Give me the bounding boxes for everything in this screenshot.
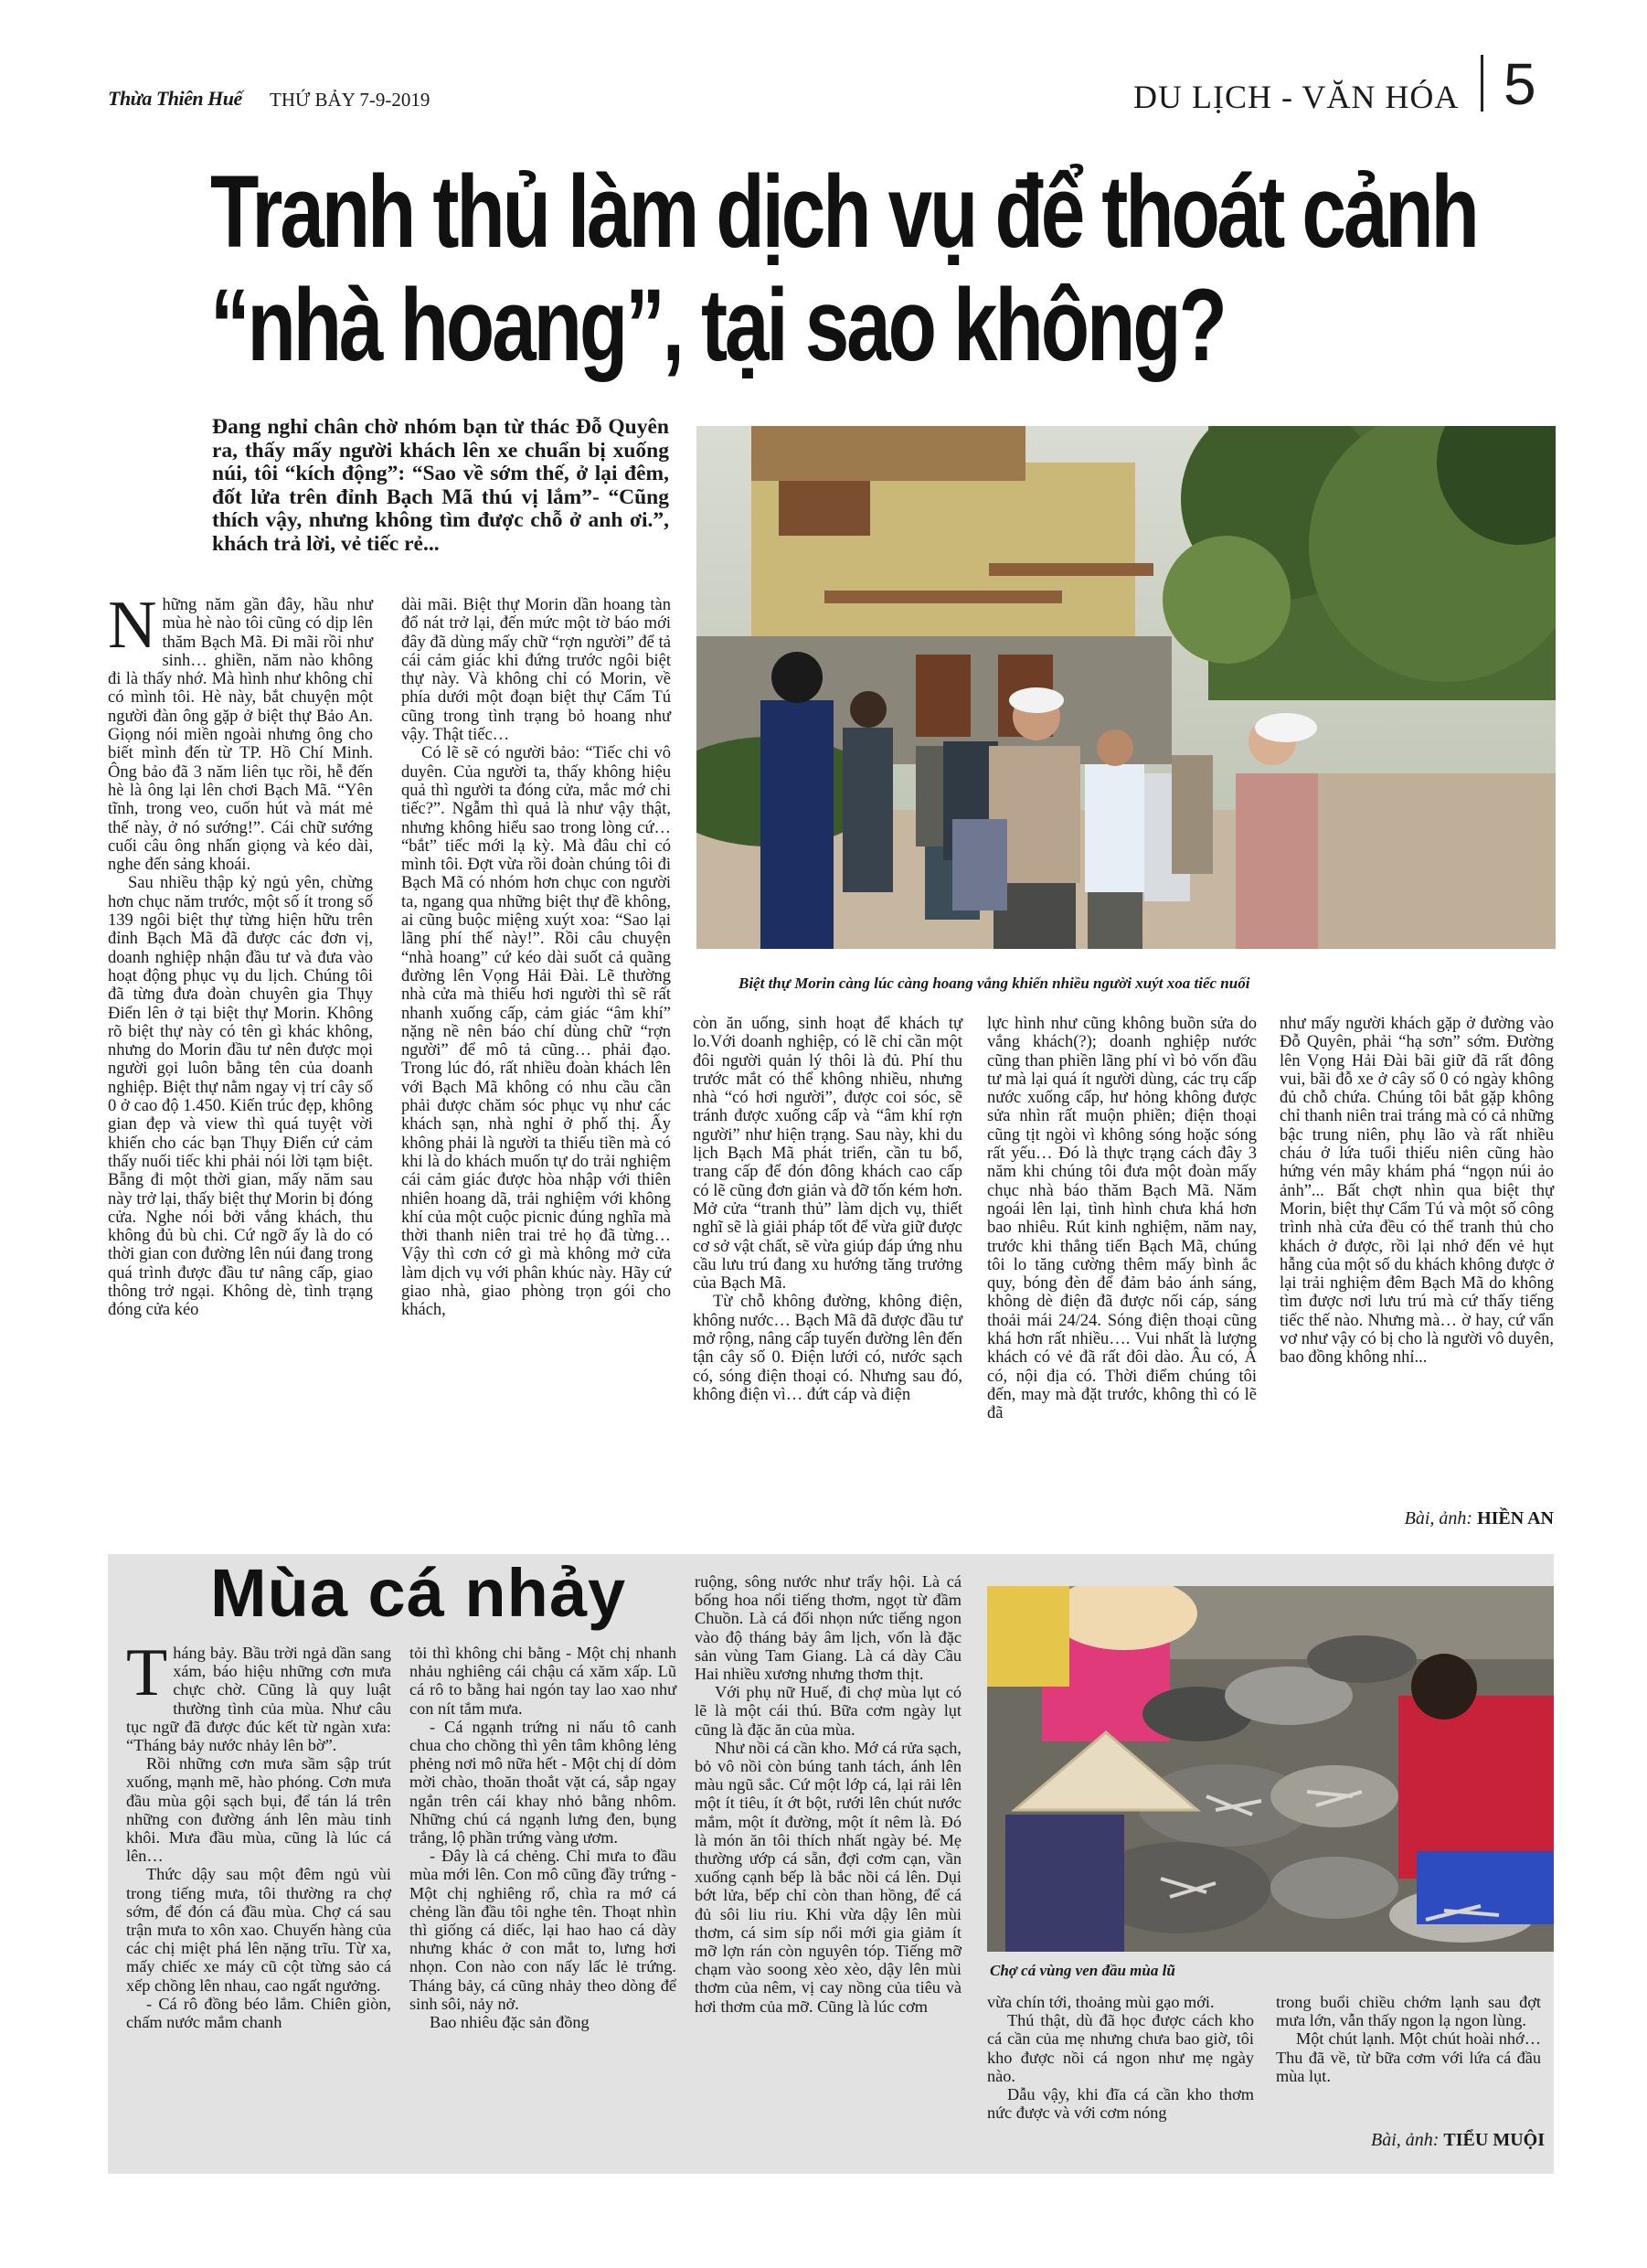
article2-column-3 xyxy=(695,1572,962,2016)
headline-line-1: Tranh thủ làm dịch vụ để thoát cảnh xyxy=(210,154,1477,269)
paragraph: - Cá ngạnh trứng ni nấu tô canh chua cho chồng thì yên tâm không lẻng phẻng nơi mô nữa hết - Một chị dí dỏm mời chào, thoăn thoắt vặt cá, sắp ngay ngắn trên cái khay nhỏ bằng nhôm. Những chú cá ngạnh lưng đen, bụng trắng, lộ phần trứng vàng ươm. xyxy=(409,1717,676,1847)
paragraph: như mấy người khách gặp ở đường vào Đỗ Quyên, phải “hạ sơn” sớm. Đường lên Vọng Hải Đài bãi giữ đã rất đông vui, bãi đỗ xe ở cây số 0 có ngày không đủ chỗ chứa. Chúng tôi bắt gặp không chỉ thanh niên trai tráng mà có cả những bậc trung niên, phụ lão và rất nhiều cháu ở lứa tuổi thiếu niên cũng hào hứng vén mây khám phá “ngọn núi ảo ảnh”... Bất chợt nhìn qua biệt thự Morin, biệt thự Cẩm Tú và một số công trình nhà cửa đều có thể tranh thủ cho khách ở được, rồi lại nhớ đến vẻ hụt hẫng của một số du khách không được ở lại trải nghiệm đêm Bạch Mã do không tìm được nơi lưu trú mà cứ thấy tiếng tiếc thế nào. Nhưng mà… ờ hay, cứ vẩn vơ như vậy có bị cho là người vô duyên, bao đồng không nhỉ... xyxy=(1280,1015,1554,1368)
byline xyxy=(1389,1508,1554,1529)
newspaper-name: Thừa Thiên Huế xyxy=(108,87,242,110)
paragraph: Như nồi cá cần kho. Mớ cá rửa sạch, bỏ vô nồi còn búng tanh tách, ánh lên màu ngũ sắc. Cứ một lớp cá, lại rải lên một ít tiêu, ít ớt bột, rưới lên chút nước mắm, một ít đường, một ít nêm là. Đó là món ăn tôi thích nhất ngày bé. Mẹ thường ướp cá sẵn, đợi cơm cạn, vần xuống cạnh bếp là bắc nồi cá lên. Dụi bớt lửa, bếp chỉ còn than hồng, để cá đủ sôi liu riu. Khi vừa dậy lên mùi thơm, cá sim síp nổi mới gia giảm ít mỡ lợn rán còn nguyên tóp. Tiếng mỡ chạm vào soong xèo xèo, dậy lên mùi thơm của nêm, vị cay nồng của tiêu và hơi thơm của mỡ. Cũng là lúc cơm xyxy=(695,1738,962,2016)
article1-column-2 xyxy=(401,596,671,1320)
drop-cap: T xyxy=(126,1635,168,1710)
fish-photo-caption: Chợ cá vùng ven đầu mùa lũ xyxy=(990,1962,1175,1979)
article1-column-5 xyxy=(1280,1015,1554,1368)
lead-paragraph: Đang nghỉ chân chờ nhóm bạn từ thác Đỗ Quyên ra, thấy mấy người khách lên xe chuẩn bị xuống núi, tôi “kích động”: “Sao về sớm thế, ở lại đêm, đốt lửa trên đỉnh Bạch Mã thú vị lắm”- “Cũng thích vậy, nhưng không tìm được chỗ ở anh ơi.”, khách trả lời, vẻ tiếc rẻ... xyxy=(212,415,669,556)
paragraph: tỏi thì không chi bằng - Một chị nhanh nhảu nghiêng cái chậu cá xăm xấp. Lũ cá rô to bằng hai ngón tay lao xao như con nít tắm mưa. xyxy=(409,1644,676,1718)
paragraph: Một chút lạnh. Một chút hoài nhớ…Thu đã về, từ bữa cơm với lứa cá đầu mùa lụt. xyxy=(1276,2029,1541,2085)
paragraph: lực hình như cũng không buồn sửa do vắng khách(?); doanh nghiệp nước cũng than phiền lãng phí vì bỏ vốn đầu tư mà lại quá ít người dùng, các trụ cấp nước xuống cấp, hư hỏng không được sửa nhìn rất muộn phiền; điện thoại cũng tịt ngòi vì không sóng hoặc sóng rất yếu… Đó là thực trạng cách đây 3 năm khi chúng tôi đưa một đoàn mấy chục nhà báo thăm Bạch Mã. Năm ngoái lên lại, tình hình chưa khá hơn bao nhiêu. Rút kinh nghiệm, năm nay, trước khi thẳng tiến Bạch Mã, chúng tôi lo tăng cường thêm mấy bình ắc quy, bóng đèn để đảm bảo ánh sáng, không dè điện đã được nối cáp, sáng thoải mái 24/24. Sóng điện thoại cũng khá hơn rất nhiều…. Vui nhất là lượng khách có vẻ đã rất đôi dào. Âu có, Á có, nội địa có. Thời điểm chúng tôi đến, may mà đặt trước, không thì có lẽ đã xyxy=(987,1015,1257,1423)
headline xyxy=(210,154,1477,382)
morin-villa-photo xyxy=(696,426,1556,949)
article2-column-5 xyxy=(1276,1993,1541,2085)
byline-label: Bài, ảnh: xyxy=(1404,1508,1473,1528)
villa-photo-illustration xyxy=(696,426,1556,949)
section-title: DU LỊCH - VĂN HÓA xyxy=(1133,79,1460,115)
paragraph: - Cá rô đồng béo lắm. Chiên giòn, chấm nước mắm chanh xyxy=(126,1994,391,2032)
paragraph: Thức dậy sau một đêm ngủ vùi trong tiếng mưa, tôi thường ra chợ sớm, để đón cá đầu mùa. Chợ cá sau trận mưa to xôn xao. Chuyến hàng của các chị miệt phá lên nặng trĩu. Từ xa, mấy chiếc xe máy cũ cột từng sảo cá xếp chồng lên nhau, cao ngất ngưởng. xyxy=(126,1865,391,1995)
byline-label: Bài, ảnh: xyxy=(1370,2130,1440,2150)
paragraph: háng bảy. Bầu trời ngả dần sang xám, báo hiệu những cơn mưa chực chờ. Cũng là quy luật thường tình của mùa. Như câu tục ngữ đã được đúc kết từ ngàn xưa: “Tháng bảy nước nhảy lên bờ”. xyxy=(126,1644,391,1755)
article1-column-3 xyxy=(693,1015,962,1404)
article2-column-1 xyxy=(126,1635,391,2032)
paragraph: vừa chín tới, thoảng mùi gạo mới. xyxy=(987,1993,1215,2011)
paragraph: Bao nhiêu đặc sản đồng xyxy=(430,2013,590,2032)
drop-cap: N xyxy=(108,588,157,663)
paragraph: trong buổi chiều chớm lạnh sau đợt mưa lớn, vẫn thấy ngon lạ ngon lùng. xyxy=(1276,1993,1541,2030)
paragraph: Rồi những cơn mưa sầm sập trút xuống, mạnh mẽ, hào phóng. Cơn mưa đầu mùa gội sạch bụi, để tán lá trên những con đường ánh lên màu tinh khôi. Mưa đầu mùa, cũng là lúc cá lên… xyxy=(126,1754,391,1866)
fish-market-photo xyxy=(987,1586,1554,1952)
byline-author: TIỂU MUỘI xyxy=(1443,2130,1545,2150)
article2-column-4 xyxy=(987,1993,1254,2122)
article1-column-1 xyxy=(108,588,373,1320)
paragraph: Với phụ nữ Huế, đi chợ mùa lụt có lẽ là một cái thú. Bữa cơm ngày lụt cũng là đặc ăn của mùa. xyxy=(695,1683,962,1739)
paragraph: Có lẽ sẽ có người bảo: “Tiếc chi vô duyên. Của người ta, thấy không hiệu quả thì người ta đóng cửa, mắc mớ chi tiếc?”. Ngẫm thì quả là như vậy thật, nhưng không hiểu sao trong lòng cứ… “bắt” tiếc mới lạ kỳ. Mà đâu chỉ có mình tôi. Đợt vừa rồi đoàn chúng tôi đi Bạch Mã có nhóm hơn chục con người ta, ngang qua những biệt thự đề không, ai cũng buộc miệng xuýt xoa: “Sao lại lãng phí thế này!”. Rồi câu chuyện “nhà hoang” cứ kéo dài suốt cả quãng đường lên Vọng Hải Đài. Lẽ thường nhà cửa mà thiếu hơi người thì sẽ rất nhanh xuống cấp, cảm giác “âm khí” nặng nề nên báo chí dùng chữ “rợn người” để mô tả cũng… phải đạo. Trong lúc đó, rất nhiều đoàn khách lên với Bạch Mã không có nhu cầu cần phải được chăm sóc phục vụ như các khách sạn, nhà nghỉ ở phố thị. Ấy không phải là người ta thiếu tiền mà có khi là do khách muốn tự do trải nghiệm cái cảm giác được hòa nhập với thiên nhiên hoang dã, trải nghiệm với không khí của một cuộc picnic đúng nghĩa mà thời thanh niên trai trẻ họ đã từng… Vậy thì cơn cớ gì mà không mở cửa làm dịch vụ với phân khúc này. Hãy cứ giao nhà, giao phòng trọn gói cho khách, xyxy=(401,744,671,1320)
paragraph: Từ chỗ không đường, không điện, không nước… Bạch Mã đã được đầu tư mở rộng, nâng cấp tuyến đường lên đến tận cây số 0. Điện lưới có, nước sạch có, sóng điện thoại có. Nhưng sau đó, không điện vì… đứt cáp và điện xyxy=(693,1293,962,1404)
article1-column-4 xyxy=(987,1015,1257,1423)
byline-author: HIỀN AN xyxy=(1477,1508,1554,1528)
paragraph: còn ăn uống, sinh hoạt để khách tự lo.Với doanh nghiệp, có lẽ chỉ cần một đôi người quản lý thôi là đủ. Phí thu trước mắt có thể không nhiều, nhưng nhà “có hơi người”, được coi sóc, sẽ tránh được xuống cấp và “âm khí rợn người” như hiện trạng. Sau này, khi du lịch Bạch Mã phát triển, cần tu bổ, trang cấp để đón đông khách cao cấp có lẽ cũng đơn giản và đỡ tốn kém hơn. Mở cửa “tranh thủ” làm dịch vụ, thiết nghĩ sẽ là giải pháp tốt để vừa giữ được cơ sở vật chất, sẽ vừa giúp đáp ứng nhu cầu lưu trú đang xu hướng tăng trưởng của Bạch Mã. xyxy=(693,1015,962,1294)
fish-market-illustration xyxy=(987,1586,1554,1952)
paragraph: Sau nhiều thập kỷ ngủ yên, chừng hơn chục năm trước, một số ít trong số 139 ngôi biệt thự từng hiện hữu trên đỉnh Bạch Mã đã được các đơn vị, doanh nghiệp nhận đầu tư và đưa vào hoạt động phục vụ du lịch. Chúng tôi đã từng đưa đoàn chuyên gia Thụy Điển lên ở tại biệt thự Morin. Không rõ biệt thự này có tên gì khác không, nhưng do Morin đầu tư nên được mọi người gọi luôn bằng tên của doanh nghiệp. Biệt thự nằm ngay vị trí cây số 0 ở cao độ 1.450. Kiến trúc đẹp, không gian đẹp và view thì quá tuyệt vời khiến cho các bạn Thụy Điển cứ cảm thấy nuối tiếc khi phải nói lời tạm biệt. Bẵng đi một thời gian, mấy năm sau này trở lại, thấy biệt thự Morin bị đóng cửa. Nghe nói bởi vắng khách, thu không đủ bù chi. Cứ ngỡ ấy là do có thời gian con đường lên núi đang trong quá trình được đầu tư nâng cấp, giao thông trở ngại. Không dè, tình trạng đóng cửa kéo xyxy=(108,874,373,1320)
paragraph: Thú thật, dù đã học được cách kho cá cần của mẹ nhưng chưa bao giờ, tôi kho được nồi cá ngon như mẹ ngày nào. xyxy=(987,2011,1254,2085)
paragraph: Dẫu vậy, khi đĩa cá cần kho thơm nức được và với cơm nóng xyxy=(987,2085,1254,2123)
paragraph: ruộng, sông nước như trẩy hội. Là cá bống hoa nổi tiếng thơm, ngọt từ đầm Chuồn. Là cá đối nhọn nức tiếng ngon vào độ tháng bảy âm lịch, vốn là đặc sản vùng Tam Giang. Là cá dày Cầu Hai nhiều xương nhưng thơm thịt. xyxy=(695,1572,962,1684)
photo-caption: Biệt thự Morin càng lúc càng hoang vắng khiến nhiều người xuýt xoa tiếc nuối xyxy=(738,974,1250,992)
byline xyxy=(1325,2130,1545,2151)
article2-column-2 xyxy=(409,1644,676,2031)
article2-headline: Mùa cá nhảy xyxy=(210,1555,627,1631)
page-number: 5 xyxy=(1504,51,1536,117)
headline-line-2: “nhà hoang”, tại sao không? xyxy=(210,268,1225,382)
header-divider xyxy=(1481,55,1483,112)
paragraph: - Đây là cá chẻng. Chỉ mưa to đầu mùa mới lên. Con mô cũng đầy trứng - Một chị nghiêng rổ, chìa ra mớ cá chẻng lần đầu tôi nghe tên. Thoạt nhìn thì giống cá diếc, lại hao hao cá dày nhưng khác ở con mắt to, lưng hơi nhọn. Con nào con nấy lấc lẻ trứng. Tháng bảy, cá cũng nhảy theo dòng để sinh sôi, nảy nở. xyxy=(409,1847,676,2013)
paragraph: hững năm gần đây, hầu như mùa hè nào tôi cũng có dịp lên thăm Bạch Mã. Đi mãi rồi như sinh… ghiền, năm nào không đi là thấy nhớ. Mà hình như không chỉ có mình tôi. Hè này, bắt chuyện một người đàn ông gặp ở biệt thự Bảo An. Giọng nói miền ngoài nhưng ông cho biết mình đến từ TP. Hồ Chí Minh. Ông bảo đã 3 năm liên tục rồi, hễ đến hè là ông lại lên chơi Bạch Mã. “Yên tĩnh, trong veo, cuốn hút và mát mẻ thế này, ở nó sướng!”. Cái chữ sướng cuối câu ông nhấn giọng và kéo dài, nghe đến sảng khoái. xyxy=(108,596,373,875)
paragraph: dài mãi. Biệt thự Morin dần hoang tàn đổ nát trở lại, đến mức một tờ báo mới đây đã dùng mấy chữ “rợn người” để tả cái cảm giác khi đứng trước ngôi biệt thự này. Và không chỉ có Morin, về phía dưới một đoạn biệt thự Cẩm Tú cũng trong tình trạng bỏ hoang như vậy. Thật tiếc… xyxy=(401,596,671,745)
issue-date: THỨ BẢY 7-9-2019 xyxy=(270,89,430,111)
